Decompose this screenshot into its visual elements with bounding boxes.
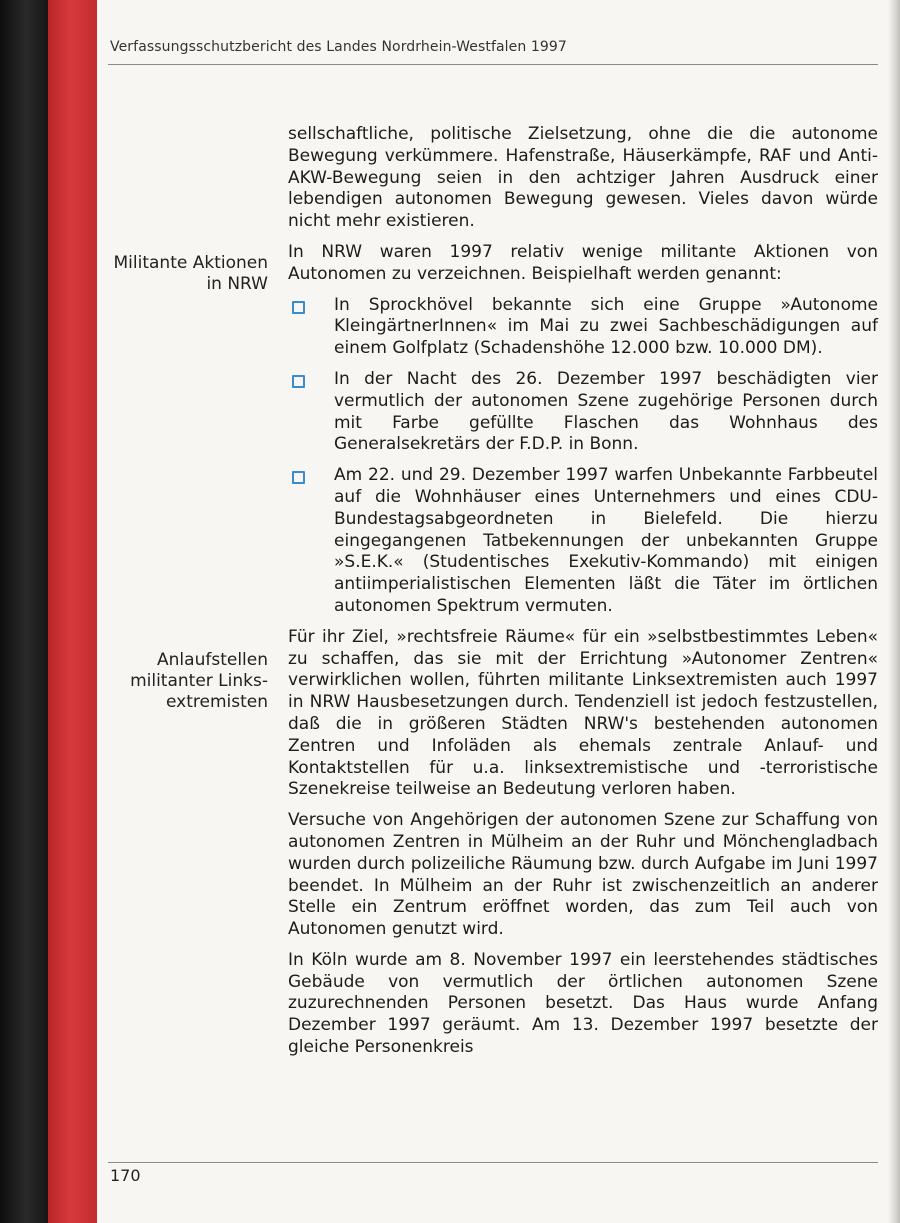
bullet-list-actions bbox=[288, 295, 878, 618]
margin-note-contact-points: Anlaufstellen militanter Links-extremisten bbox=[130, 650, 268, 712]
checkbox-bullet-icon bbox=[292, 301, 305, 314]
bullet-text: In der Nacht des 26. Dezember 1997 beschädigten vier vermutlich der autonomen Szene zugehörige Personen durch mit Farbe gefüllte Flaschen das Wohnhaus des Generalsekretärs der F.D.P. in Bonn. bbox=[334, 368, 878, 455]
bullet-text: Am 22. und 29. Dezember 1997 warfen Unbekannte Farbbeutel auf die Wohnhäuser eines Unternehmers und eines CDU-Bundestagsabgeordneten in Bielefeld. Die hierzu eingegangenen Tatbekennungen der unbekannten Gruppe »S.E.K.« (Studentisches Exekutiv-Kommando) mit einigen antiimperialistischen Elementen läßt die Täter im örtlichen autonomen Spektrum vermuten. bbox=[334, 465, 878, 616]
paragraph-intro: sellschaftliche, politische Zielsetzung, ohne die die autonome Bewegung verkümmere. Hafenstraße, Häuserkämpfe, RAF und Anti-AKW-Bewegung seien in den achtziger Jahren Ausdruck einer lebendigen autonomen Bewegung gewesen. Vieles davon würde nicht mehr existieren. bbox=[288, 124, 878, 232]
binding-edge-dark bbox=[0, 0, 48, 1223]
paragraph-muelheim: Versuche von Angehörigen der autonomen Szene zur Schaffung von autonomen Zentren in Mülheim an der Ruhr und Mönchengladbach wurden durch polizeiliche Räumung bzw. durch Aufgabe im Juni 1997 beendet. In Mülheim an der Ruhr ist zwischenzeitlich an anderer Stelle ein Zentrum eröffnet worden, das zum Teil auch von Autonomen genutzt wird. bbox=[288, 810, 878, 940]
checkbox-bullet-icon bbox=[292, 375, 305, 388]
bullet-text: In Sprockhövel bekannte sich eine Gruppe »Autonome KleingärtnerInnen« im Mai zu zwei Sachbeschädigungen auf einem Golfplatz (Schadenshöhe 12.000 bzw. 10.000 DM). bbox=[334, 294, 878, 359]
footer-rule bbox=[108, 1162, 878, 1163]
list-item bbox=[288, 465, 878, 618]
main-text-column bbox=[288, 124, 878, 1068]
list-item bbox=[288, 295, 878, 360]
checkbox-bullet-icon bbox=[292, 471, 305, 484]
header-rule bbox=[108, 64, 878, 65]
paragraph-militant-actions: In NRW waren 1997 relativ wenige militante Aktionen von Autonomen zu verzeichnen. Beispielhaft werden genannt: bbox=[288, 241, 878, 284]
page-number: 170 bbox=[110, 1166, 141, 1185]
paragraph-autonomous-centers: Für ihr Ziel, »rechtsfreie Räume« für ein »selbstbestimmtes Leben« zu schaffen, das sie mit der Errichtung »Autonomer Zentren« verwirklichen wollen, führten militante Linksextremisten auch 1997 in NRW Hausbesetzungen durch. Tendenziell ist jedoch festzustellen, daß die in größeren Städten NRW's bestehenden autonomen Zentren und Infoläden als ehemals zentrale Anlauf- und Kontaktstellen für u.a. linksextremistische und -terroristische Szenekreise teilweise an Bedeutung verloren haben. bbox=[288, 626, 878, 800]
list-item bbox=[288, 369, 878, 456]
paragraph-koeln: In Köln wurde am 8. November 1997 ein leerstehendes städtisches Gebäude von vermutlich der örtlichen autonomen Szene zuzurechnenden Personen besetzt. Das Haus wurde Anfang Dezember 1997 geräumt. Am 13. Dezember 1997 besetzte der gleiche Personenkreis bbox=[288, 949, 878, 1058]
binding-edge-red bbox=[48, 0, 97, 1223]
page-edge-shadow bbox=[888, 0, 900, 1223]
margin-note-militant-actions: Militante Aktionen in NRW bbox=[113, 253, 268, 294]
running-header: Verfassungsschutzbericht des Landes Nordrhein-Westfalen 1997 bbox=[110, 39, 567, 55]
